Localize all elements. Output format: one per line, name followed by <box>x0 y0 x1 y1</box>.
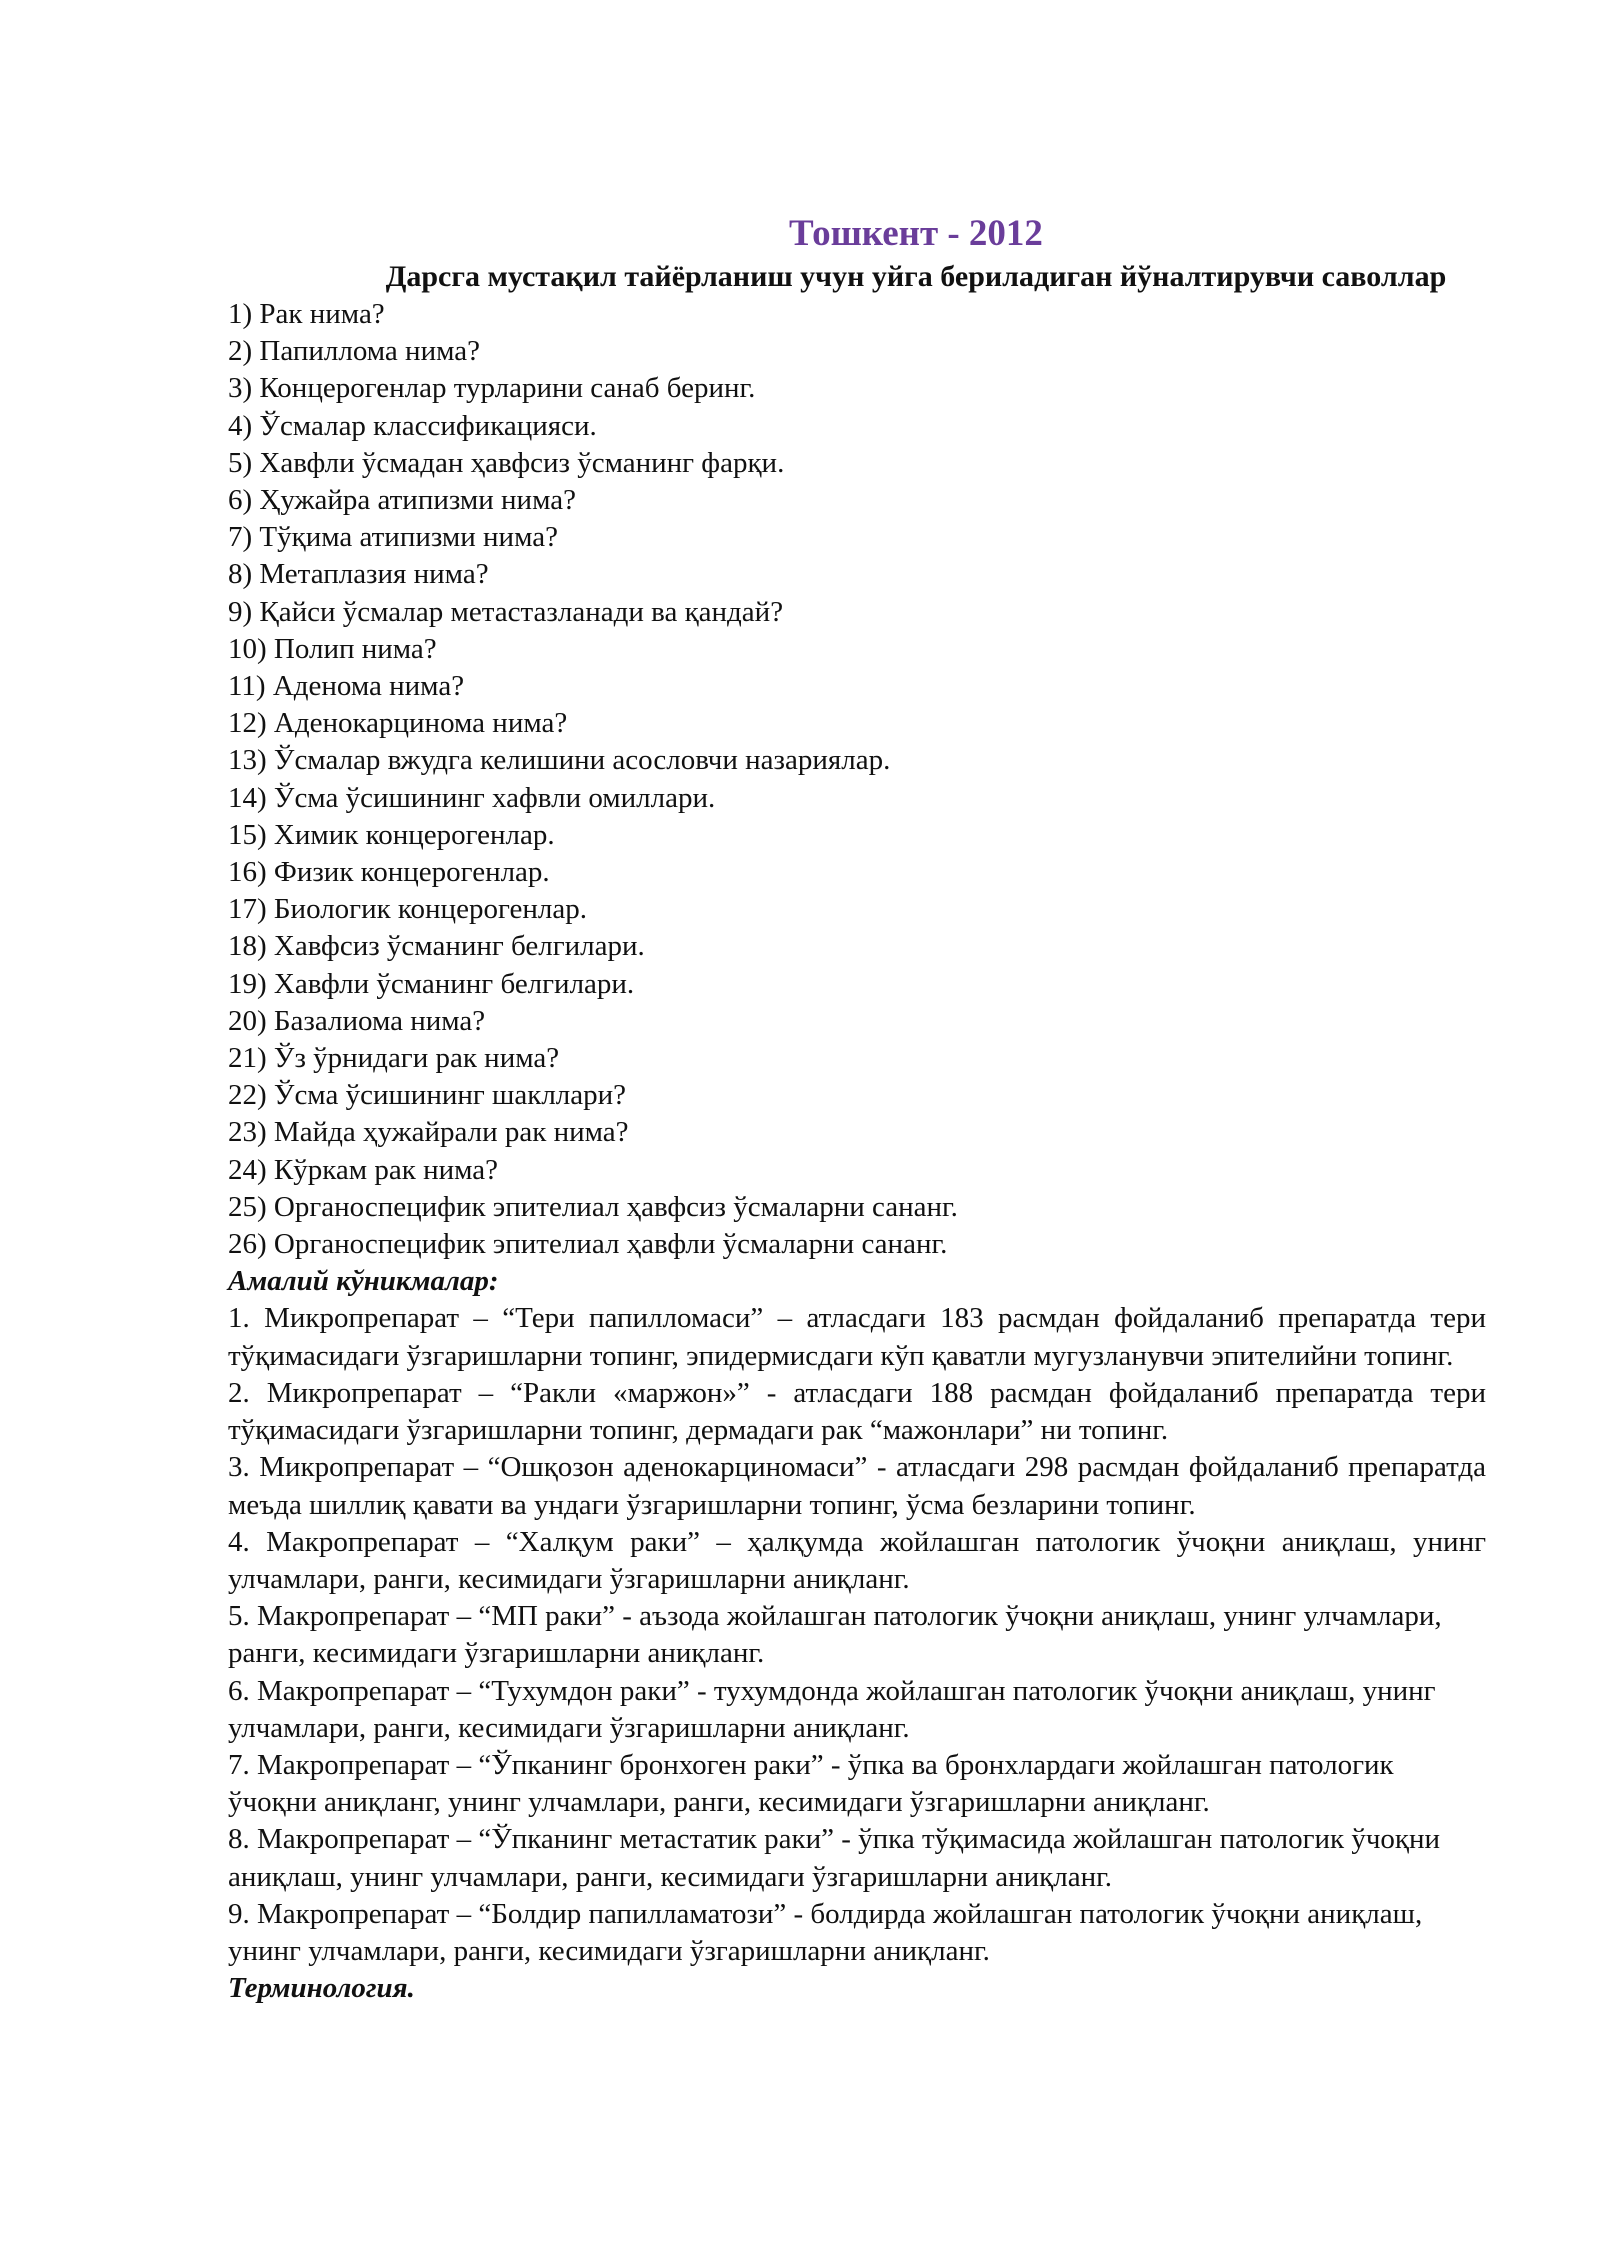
question-item: 19) Хавфли ўсманинг белгилари. <box>228 967 635 1000</box>
questions-list <box>228 296 1486 1263</box>
question-item: 18) Хавфсиз ўсманинг белгилари. <box>228 930 645 963</box>
question-item: 11) Аденома нима? <box>228 670 465 703</box>
question-item: 10) Полип нима? <box>228 632 437 665</box>
question-item: 1) Рак нима? <box>228 298 385 330</box>
question-item: 15) Химик концерогенлар. <box>228 818 555 851</box>
practical-item: 9. Макропрепарат – “Болдир папилламатози” - болдирда жойлашган патологик ўчоқни аниқлаш, унинг улчамлари, ранги, кесимидаги ўзгаришларни аниқланг. <box>228 1897 1423 1967</box>
question-item: 25) Органоспецифик эпителиал ҳавфсиз ўсмаларни сананг. <box>228 1190 958 1223</box>
practical-item: 8. Макропрепарат – “Ўпканинг метастатик раки” - ўпка тўқимасида жойлашган патологик ўчоқни аниқлаш, унинг улчамлари, ранги, кесимидаги ўзгаришларни аниқланг. <box>228 1823 1441 1893</box>
question-item: 9) Қайси ўсмалар метастазланади ва қандай? <box>228 595 784 628</box>
question-item: 16) Физик концерогенлар. <box>228 856 550 889</box>
practical-item: 5. Макропрепарат – “МП раки” - аъзода жойлашган патологик ўчоқни аниқлаш, унинг улчамлари, ранги, кесимидаги ўзгаришларни аниқланг. <box>228 1600 1442 1670</box>
question-item: 22) Ўсма ўсишининг шакллари? <box>228 1079 627 1112</box>
question-item: 12) Аденокарцинома нима? <box>228 707 568 740</box>
document-page <box>228 210 1486 2007</box>
question-item: 4) Ўсмалар классификацияси. <box>228 409 597 442</box>
practical-item: 4. Макропрепарат – “Халқум раки” – ҳалқумда жойлашган патологик ўчоқни аниқлаш, унинг улчамлари, ранги, кесимидаги ўзгаришларни аниқланг. <box>228 1525 1486 1595</box>
practical-item: 7. Макропрепарат – “Ўпканинг бронхоген раки” - ўпка ва бронхлардаги жойлашган патологик ўчоқни аниқланг, унинг улчамлари, ранги, кесимидаги ўзгаришларни аниқланг. <box>228 1748 1394 1819</box>
question-item: 23) Майда ҳужайрали рак нима? <box>228 1116 629 1149</box>
questions-heading: Дарсга мустақил тайёрланиш учун уйга бериладиган йўналтирувчи саволлар <box>385 260 1447 293</box>
question-item: 6) Ҳужайра атипизми нима? <box>228 484 576 517</box>
question-item: 26) Органоспецифик эпителиал ҳавфли ўсмаларни сананг. <box>228 1228 948 1261</box>
terminology-heading: Терминология. <box>228 1972 415 2005</box>
practical-skills-list <box>228 1300 1486 1970</box>
practical-item: 3. Микропрепарат – “Ошқозон аденокарциномаси” - атласдаги 298 расмдан фойдаланиб препаратда меъда шиллиқ қавати ва ундаги ўзгаришларни топинг, ўсма безларини топинг. <box>228 1451 1486 1521</box>
question-item: 3) Концерогенлар турларини санаб беринг. <box>228 372 756 405</box>
question-item: 5) Хавфли ўсмадан ҳавфсиз ўсманинг фарқи. <box>228 446 785 479</box>
practical-item: 6. Макропрепарат – “Тухумдон раки” - тухумдонда жойлашган патологик ўчоқни аниқлаш, унинг улчамлари, ранги, кесимидаги ўзгаришларни аниқланг. <box>228 1674 1436 1744</box>
question-item: 17) Биологик концерогенлар. <box>228 893 587 926</box>
question-item: 24) Кўркам рак нима? <box>228 1153 499 1186</box>
question-item: 8) Метаплазия нима? <box>228 558 489 591</box>
question-item: 14) Ўсма ўсишининг хафвли омиллари. <box>228 781 716 814</box>
practical-skills-heading: Амалий кўникмалар: <box>228 1265 499 1298</box>
question-item: 13) Ўсмалар вжудга келишини асословчи назариялар. <box>228 744 891 777</box>
practical-item: 2. Микропрепарат – “Ракли «маржон»” - атласдаги 188 расмдан фойдаланиб препаратда тери тўқимасидаги ўзгаришларни топинг, дермадаги рак “мажонлари” ни топинг. <box>228 1376 1486 1447</box>
city-year-title: Тошкент - 2012 <box>789 213 1043 254</box>
question-item: 20) Базалиома нима? <box>228 1004 486 1037</box>
question-item: 2) Папиллома нима? <box>228 335 480 368</box>
practical-item: 1. Микропрепарат – “Тери папилломаси” – атласдаги 183 расмдан фойдаланиб препаратда тери тўқимасидаги ўзгаришларни топинг, эпидермисдаги кўп қаватли мугузланувчи эпителийни топинг. <box>228 1302 1486 1372</box>
question-item: 21) Ўз ўрнидаги рак нима? <box>228 1042 560 1075</box>
question-item: 7) Тўқима атипизми нима? <box>228 521 558 554</box>
